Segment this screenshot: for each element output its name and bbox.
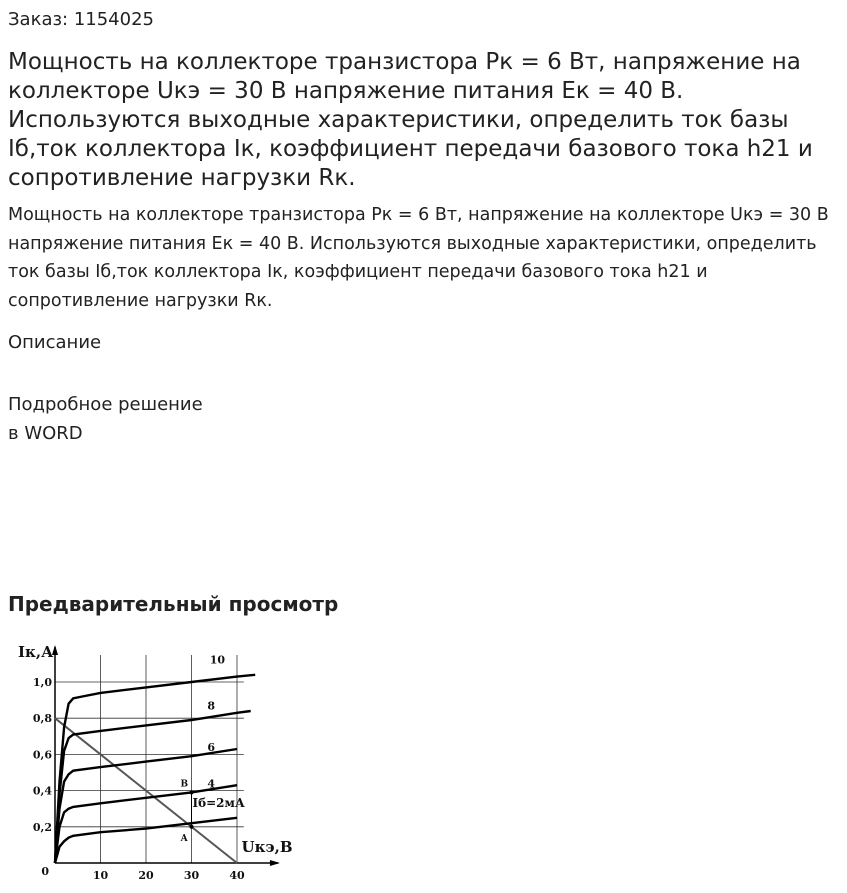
x-axis-label: Uкэ,В bbox=[241, 838, 293, 856]
y-tick-label: 0,4 bbox=[32, 784, 52, 798]
preview-heading: Предварительный просмотр bbox=[8, 592, 339, 616]
description-heading: Описание bbox=[8, 332, 102, 353]
task-title: Мощность на коллекторе транзистора Pк = 6 Вт, напряжение на коллекторе Uкэ = 30 В напряжение питания Eк = 40 В. Используются выходные характеристики, определить ток базы Iб,ток коллектора Iк, коэффициент передачи базового тока h21 и сопротивление нагрузки Rк. bbox=[8, 49, 813, 191]
chart-axes bbox=[52, 645, 280, 866]
series-label: 4 bbox=[207, 777, 216, 791]
task-description: Мощность на коллекторе транзистора Pк = 6 Вт, напряжение на коллекторе Uкэ = 30 В напряжение питания Eк = 40 В. Используются выходные характеристики, определить ток базы Iб,ток коллектора Iк, коэффициент передачи базового тока h21 и сопротивление нагрузки Rк. bbox=[8, 205, 829, 311]
point-label: В bbox=[180, 779, 189, 790]
chart-curves bbox=[55, 675, 255, 863]
y-tick-label: 0,2 bbox=[32, 820, 52, 834]
solution-label: Подробное решение bbox=[8, 394, 203, 415]
series-label: 6 bbox=[207, 741, 216, 755]
x-tick-label: 30 bbox=[183, 869, 200, 882]
x-tick-label: 40 bbox=[229, 869, 245, 882]
series-label: 10 bbox=[209, 653, 226, 667]
x-tick-label: 20 bbox=[138, 869, 154, 882]
origin-label: 0 bbox=[41, 865, 49, 878]
y-tick-label: 0,6 bbox=[32, 748, 52, 762]
output-characteristics-chart bbox=[10, 635, 300, 885]
x-axis-arrow bbox=[270, 860, 280, 866]
y-tick-label: 0,8 bbox=[32, 712, 52, 726]
solution-format-label: в WORD bbox=[8, 423, 83, 444]
series-label: 8 bbox=[207, 699, 216, 713]
order-number: Заказ: 1154025 bbox=[8, 9, 154, 30]
point-label: А bbox=[180, 833, 188, 844]
x-tick-label: 10 bbox=[92, 869, 109, 882]
base-current-annotation: Iб=2мА bbox=[192, 795, 245, 810]
y-tick-label: 1,0 bbox=[32, 676, 52, 689]
y-axis-label: Iк,А bbox=[18, 643, 54, 661]
